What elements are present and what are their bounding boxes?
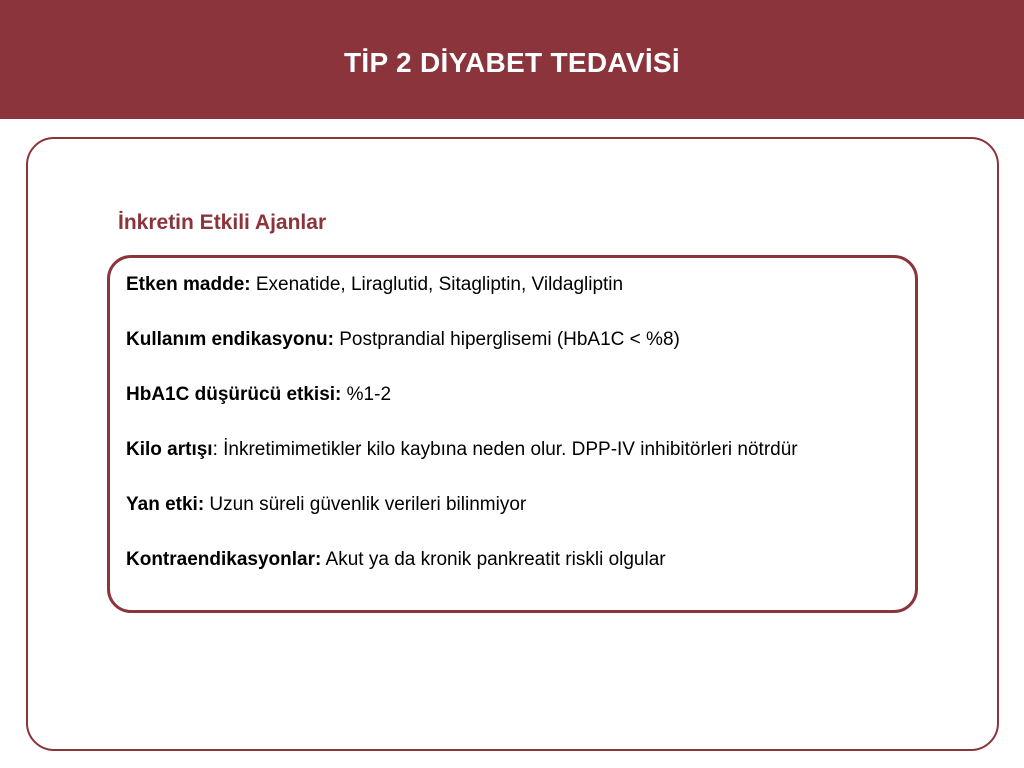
slide-title: TİP 2 DİYABET TEDAVİSİ xyxy=(344,46,680,78)
info-label: Etken madde: xyxy=(126,274,251,295)
info-item-kilo-artisi xyxy=(126,436,886,463)
section-title: İnkretin Etkili Ajanlar xyxy=(118,211,327,234)
info-label: Kilo artışı xyxy=(126,439,213,460)
info-text: Exenatide, Liraglutid, Sitagliptin, Vildagliptin xyxy=(250,274,624,295)
info-list xyxy=(126,271,886,601)
info-item-kontraendikasyonlar xyxy=(126,546,886,573)
info-item-etken-madde xyxy=(126,271,886,298)
info-text: Postprandial hiperglisemi (HbA1C < %8) xyxy=(333,329,680,350)
info-label: HbA1C düşürücü etkisi: xyxy=(126,384,342,405)
info-text: Uzun süreli güvenlik verileri bilinmiyor xyxy=(204,494,527,515)
info-item-yan-etki xyxy=(126,491,886,518)
info-label: Yan etki: xyxy=(126,494,205,515)
header-bar xyxy=(0,0,1024,119)
info-item-hba1c-etkisi xyxy=(126,381,886,408)
info-label: Kontraendikasyonlar: xyxy=(126,549,322,570)
info-item-kullanim-endikasyonu xyxy=(126,326,886,353)
info-text: Akut ya da kronik pankreatit riskli olgular xyxy=(321,549,666,570)
info-text: : İnkretimimetikler kilo kaybına neden olur. DPP-IV inhibitörleri nötrdür xyxy=(212,439,798,460)
info-text: %1-2 xyxy=(341,384,392,405)
info-label: Kullanım endikasyonu: xyxy=(126,329,334,350)
